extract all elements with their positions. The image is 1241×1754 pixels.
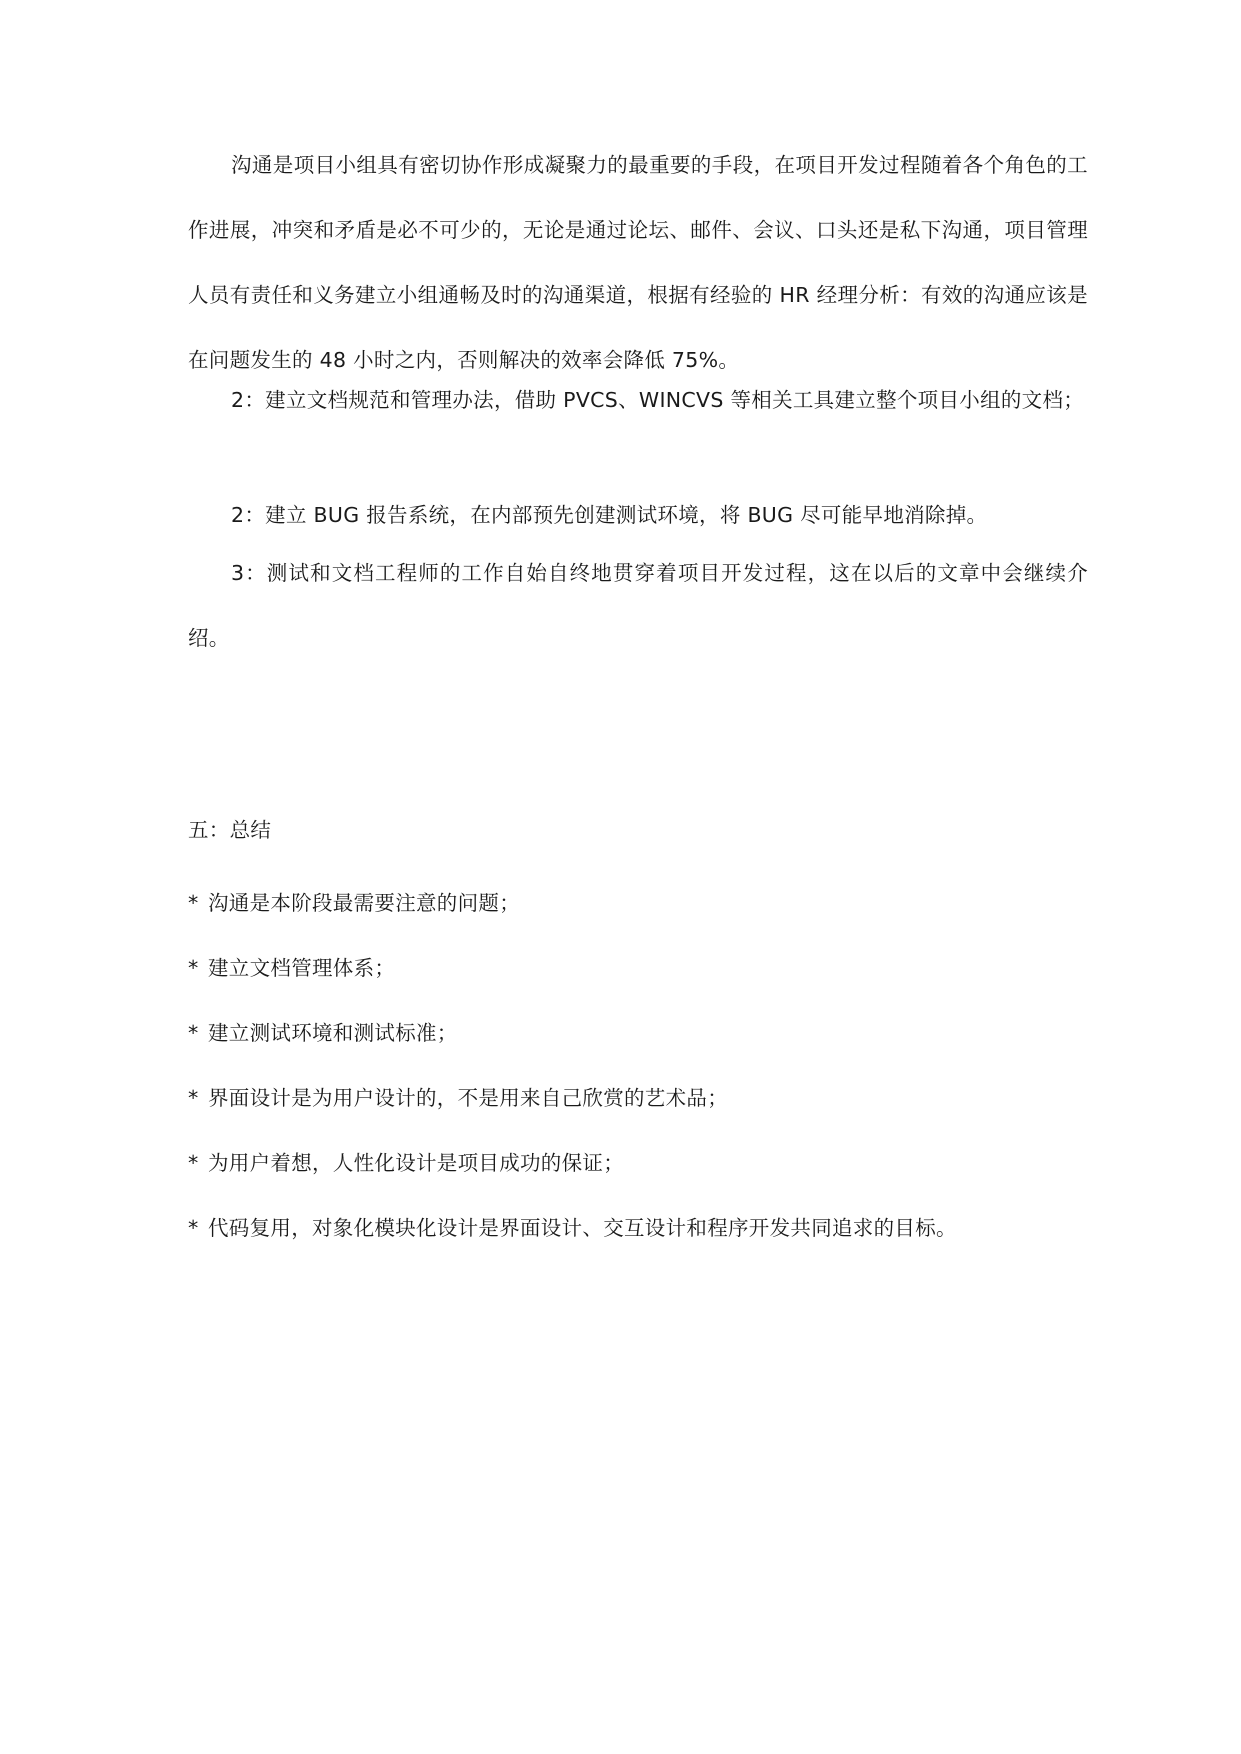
paragraph-documentation: 2：建立文档规范和管理办法，借助 PVCS、WINCVS 等相关工具建立整个项目小组的文档； [231, 388, 1085, 412]
bullet-marker: * [188, 1086, 199, 1110]
list-item [188, 1148, 1088, 1213]
list-item-text: 代码复用，对象化模块化设计是界面设计、交互设计和程序开发共同追求的目标。 [208, 1216, 957, 1240]
list-item-text: 沟通是本阶段最需要注意的问题； [208, 891, 520, 915]
list-item [188, 1018, 1088, 1083]
bullet-marker: * [188, 1021, 199, 1045]
document-page [188, 0, 1088, 1754]
bullet-marker: * [188, 1151, 199, 1175]
bullet-marker: * [188, 1216, 199, 1240]
list-item-text: 建立文档管理体系； [208, 956, 396, 980]
paragraph-communication: 沟通是项目小组具有密切协作形成凝聚力的最重要的手段，在项目开发过程随着各个角色的工作进展，冲突和矛盾是必不可少的，无论是通过论坛、邮件、会议、口头还是私下沟通，项目管理人员有责任和义务建立小组通畅及时的沟通渠道，根据有经验的 HR 经理分析：有效的沟通应该是在问题发生的 48 小时之内，否则解决的效率会降低 75%。 [188, 153, 1088, 372]
list-item [188, 1083, 1088, 1148]
list-item [188, 1213, 1088, 1278]
bullet-marker: * [188, 956, 199, 980]
paragraph-testing: 3：测试和文档工程师的工作自始自终地贯穿着项目开发过程，这在以后的文章中会继续介绍。 [188, 561, 1088, 650]
list-item-text: 为用户着想，人性化设计是项目成功的保证； [208, 1151, 624, 1175]
summary-list [188, 888, 1088, 1278]
paragraph-bug-system: 2：建立 BUG 报告系统，在内部预先创建测试环境，将 BUG 尽可能早地消除掉。 [231, 503, 988, 527]
list-item [188, 888, 1088, 953]
list-item [188, 953, 1088, 1018]
list-item-text: 建立测试环境和测试标准； [208, 1021, 458, 1045]
summary-heading: 五：总结 [188, 818, 272, 842]
bullet-marker: * [188, 891, 199, 915]
list-item-text: 界面设计是为用户设计的，不是用来自己欣赏的艺术品； [208, 1086, 728, 1110]
